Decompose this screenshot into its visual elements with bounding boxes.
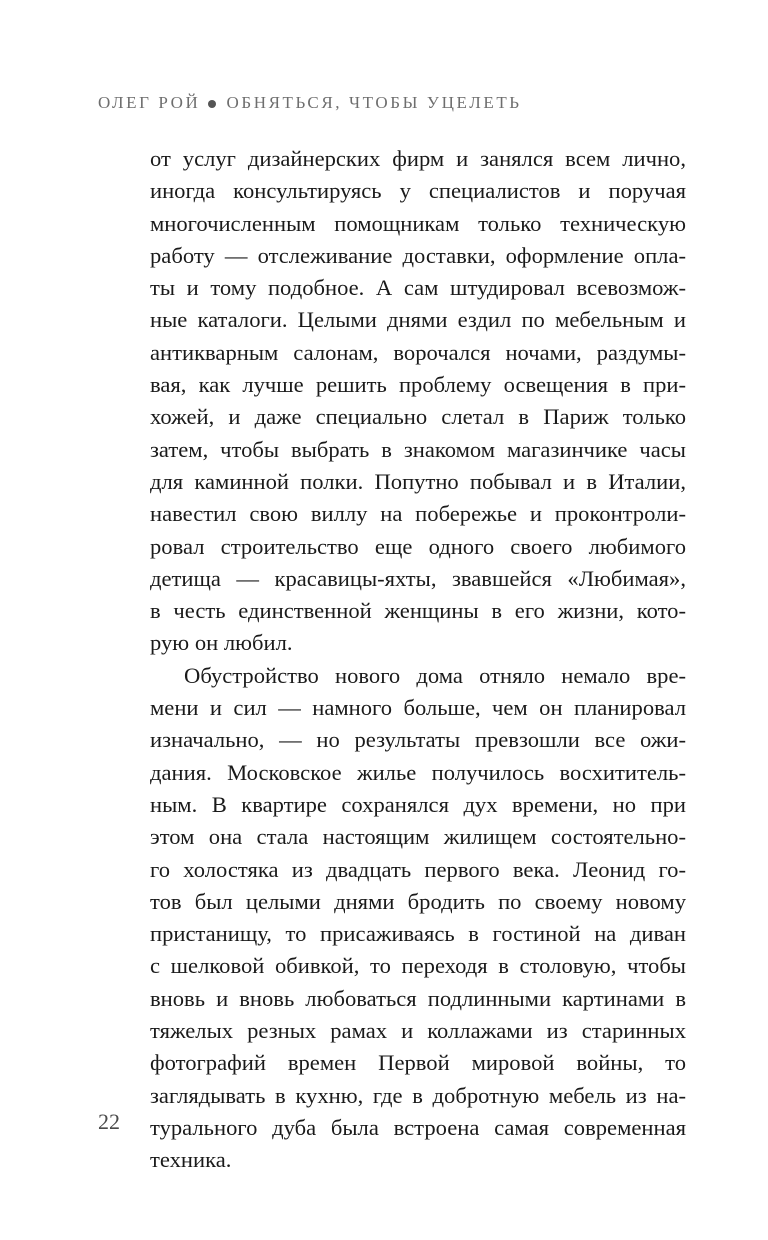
text-line: ным. В квартире сохранялся дух времени, но при <box>150 791 686 817</box>
text-line: иногда консультируясь у специалистов и поручая <box>150 178 686 204</box>
text-line: вновь и вновь любоваться подлинными картинами в <box>150 985 686 1011</box>
text-line: техника. <box>150 1147 232 1173</box>
text-line: этом она стала настоящим жилищем состоятельно- <box>150 824 686 850</box>
text-line: ровал строительство еще одного своего любимого <box>150 533 686 559</box>
text-line: тов был целыми днями бродить по своему новому <box>150 888 686 914</box>
text-line: в честь единственной женщины в его жизни, кото- <box>150 598 686 624</box>
text-line: мени и сил — намного больше, чем он планировал <box>150 695 686 721</box>
text-line: пристанищу, то присаживаясь в гостиной на диван <box>150 921 686 947</box>
text-line: турального дуба была встроена самая современная <box>150 1114 686 1140</box>
text-line: фотографий времен Первой мировой войны, то <box>150 1050 686 1076</box>
text-line: рую он любил. <box>150 630 293 656</box>
text-line: работу — отслеживание доставки, оформление опла- <box>150 242 686 268</box>
text-line: ные каталоги. Целыми днями ездил по мебельным и <box>150 307 686 333</box>
text-line: антикварным салонам, ворочался ночами, раздумы- <box>150 339 686 365</box>
text-line: тяжелых резных рамах и коллажами из старинных <box>150 1018 686 1044</box>
text-line: хожей, и даже специально слетал в Париж только <box>150 404 686 430</box>
text-line: заглядывать в кухню, где в добротную мебель из на- <box>150 1082 686 1108</box>
page-body-text <box>150 143 686 1177</box>
text-line: от услуг дизайнерских фирм и занялся всем лично, <box>150 146 686 171</box>
text-line: затем, чтобы выбрать в знакомом магазинчике часы <box>150 436 686 462</box>
text-line: многочисленным помощникам только техническую <box>150 210 686 236</box>
page-number: 22 <box>98 1109 120 1134</box>
header-author: ОЛЕГ РОЙ <box>98 93 201 112</box>
text-line: го холостяка из двадцать первого века. Леонид го- <box>150 856 686 882</box>
text-line: дания. Московское жилье получилось восхититель- <box>150 759 686 785</box>
header-book-title: ОБНЯТЬСЯ, ЧТОБЫ УЦЕЛЕТЬ <box>226 93 522 112</box>
text-line: с шелковой обивкой, то переходя в столовую, чтобы <box>150 953 686 979</box>
text-line: детища — красавицы-яхты, звавшейся «Любимая», <box>150 565 686 591</box>
text-line: вая, как лучше решить проблему освещения в при- <box>150 372 686 398</box>
text-line: для каминной полки. Попутно побывал и в Италии, <box>150 468 686 494</box>
paragraph-first-line: Обустройство нового дома отняло немало вре- <box>184 662 686 688</box>
bullet-separator-icon <box>208 100 216 108</box>
text-line: ты и тому подобное. А сам штудировал всевозмож- <box>150 275 686 301</box>
running-header <box>98 90 522 116</box>
text-line: навестил свою виллу на побережье и проконтроли- <box>150 501 686 527</box>
text-line: изначально, — но результаты превзошли все ожи- <box>150 727 686 753</box>
